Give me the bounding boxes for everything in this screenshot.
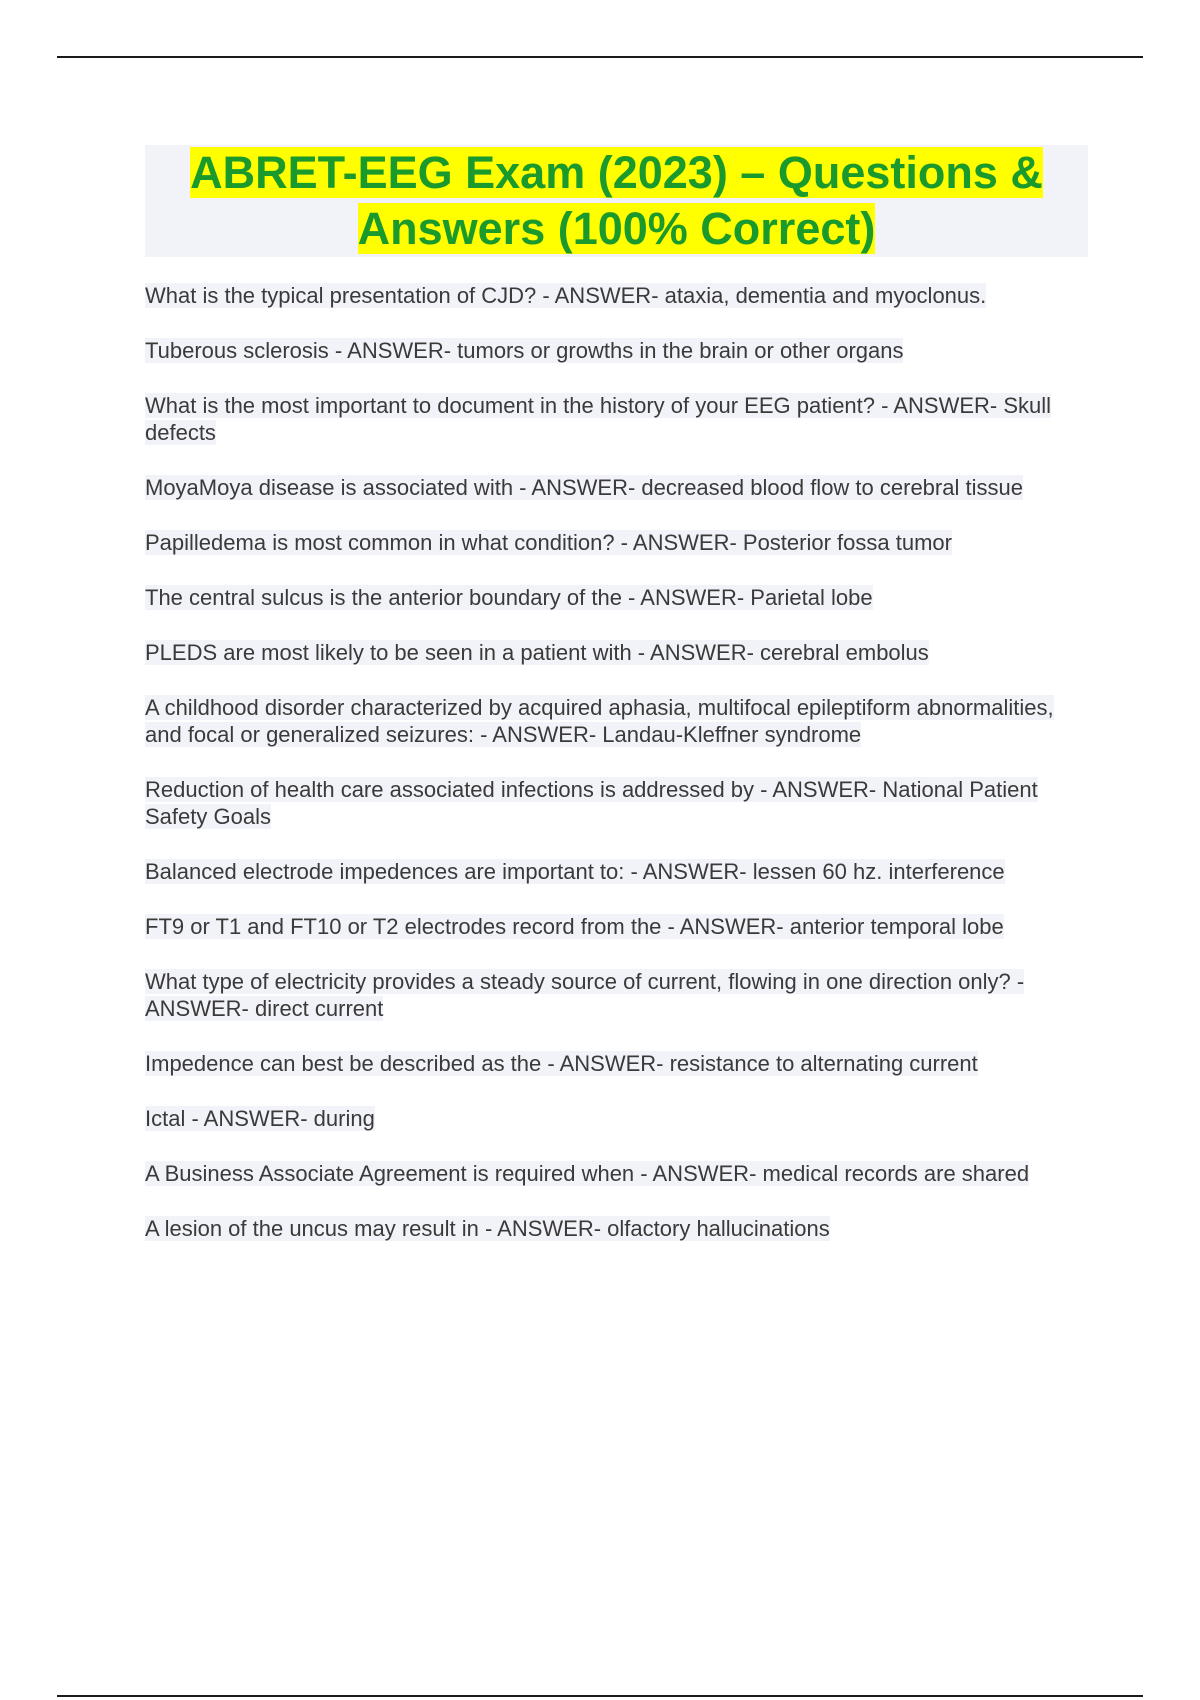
top-rule	[57, 56, 1143, 58]
qa-text: Impedence can best be described as the - ANSWER- resistance to alternating current	[145, 1051, 978, 1076]
qa-item	[145, 776, 1090, 830]
qa-item	[145, 529, 1090, 556]
qa-text: A Business Associate Agreement is required when - ANSWER- medical records are shared	[145, 1161, 1030, 1186]
qa-text: A lesion of the uncus may result in - ANSWER- olfactory hallucinations	[145, 1216, 830, 1241]
qa-item	[145, 639, 1090, 666]
qa-text: Tuberous sclerosis - ANSWER- tumors or growths in the brain or other organs	[145, 338, 904, 363]
qa-item	[145, 282, 1090, 309]
qa-text: A childhood disorder characterized by acquired aphasia, multifocal epileptiform abnormalities, and focal or generalized seizures: - ANSWER- Landau-Kleffner syndrome	[145, 695, 1054, 747]
title-block	[145, 145, 1088, 257]
qa-text: FT9 or T1 and FT10 or T2 electrodes record from the - ANSWER- anterior temporal lobe	[145, 914, 1004, 939]
qa-item	[145, 337, 1090, 364]
qa-item	[145, 392, 1090, 446]
qa-item	[145, 1215, 1090, 1242]
qa-list	[145, 282, 1090, 1270]
qa-item	[145, 694, 1090, 748]
document-title: ABRET-EEG Exam (2023) – Questions & Answers (100% Correct)	[190, 147, 1043, 254]
qa-item	[145, 858, 1090, 885]
qa-item	[145, 968, 1090, 1022]
qa-item	[145, 1160, 1090, 1187]
qa-text: What is the typical presentation of CJD? - ANSWER- ataxia, dementia and myoclonus.	[145, 283, 987, 308]
qa-item	[145, 1105, 1090, 1132]
qa-text: MoyaMoya disease is associated with - ANSWER- decreased blood flow to cerebral tissue	[145, 475, 1023, 500]
qa-text: The central sulcus is the anterior boundary of the - ANSWER- Parietal lobe	[145, 585, 873, 610]
qa-item	[145, 1050, 1090, 1077]
qa-text: PLEDS are most likely to be seen in a patient with - ANSWER- cerebral embolus	[145, 640, 929, 665]
qa-text: What type of electricity provides a steady source of current, flowing in one direction only? - ANSWER- direct current	[145, 969, 1025, 1021]
qa-text: Reduction of health care associated infections is addressed by - ANSWER- National Patient Safety Goals	[145, 777, 1038, 829]
qa-item	[145, 913, 1090, 940]
qa-text: Papilledema is most common in what condition? - ANSWER- Posterior fossa tumor	[145, 530, 952, 555]
qa-item	[145, 584, 1090, 611]
qa-text: Balanced electrode impedences are important to: - ANSWER- lessen 60 hz. interference	[145, 859, 1005, 884]
bottom-rule	[57, 1695, 1143, 1697]
qa-text: What is the most important to document in the history of your EEG patient? - ANSWER- Skull defects	[145, 393, 1052, 445]
qa-text: Ictal - ANSWER- during	[145, 1106, 375, 1131]
qa-item	[145, 474, 1090, 501]
